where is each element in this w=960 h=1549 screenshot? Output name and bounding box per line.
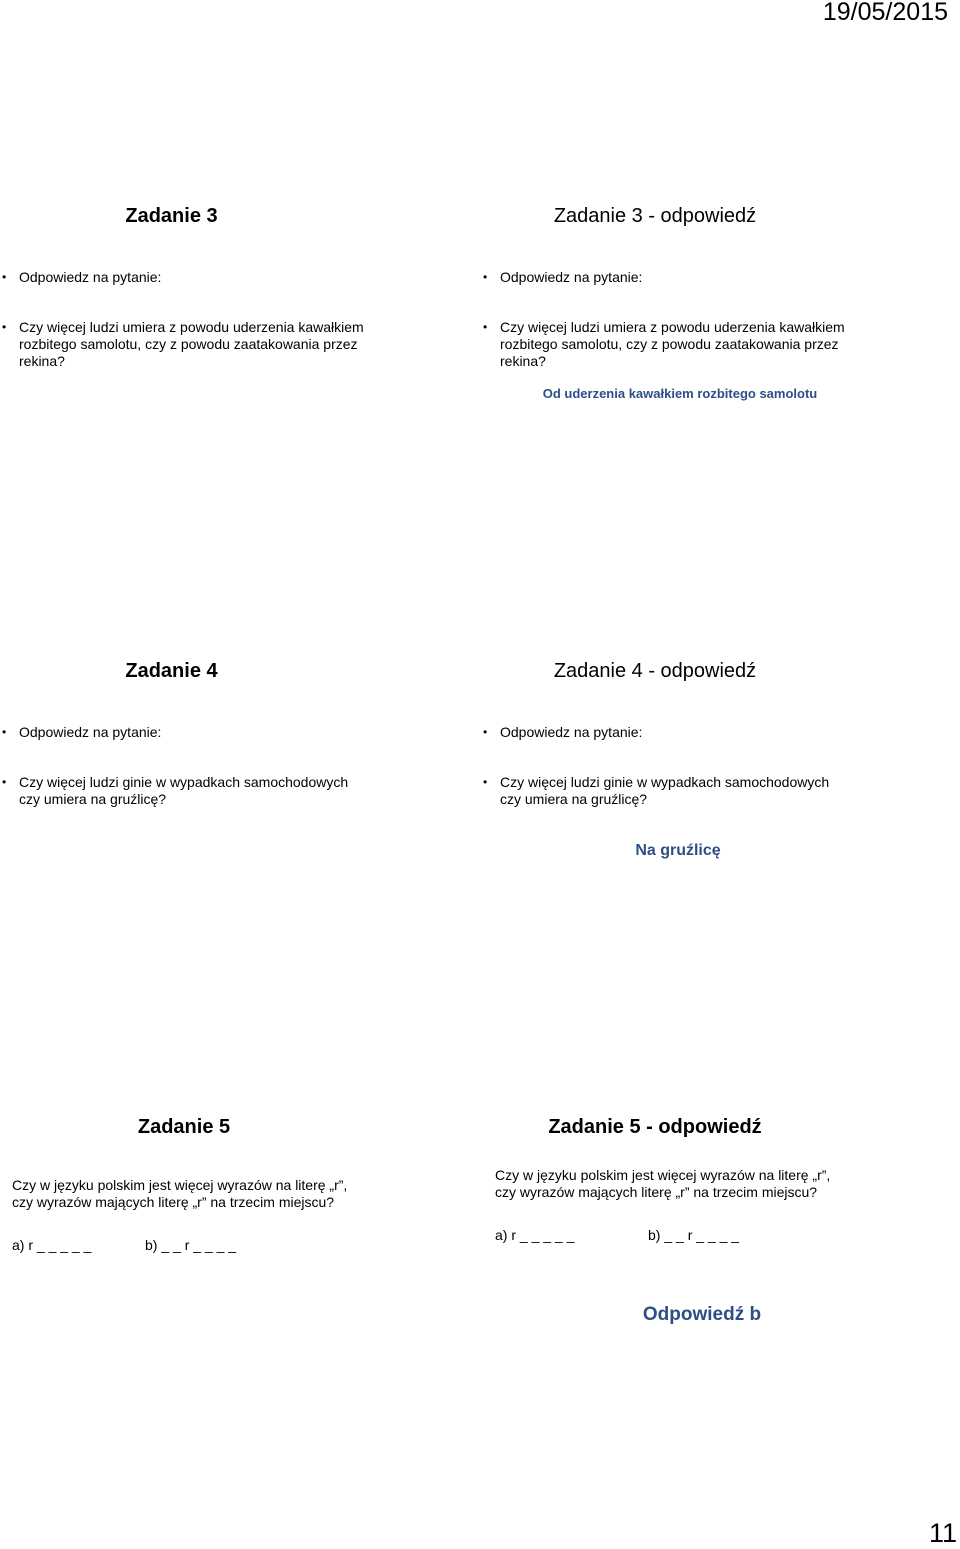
header-date: 19/05/2015: [822, 0, 948, 26]
answer-text: Odpowiedź b: [642, 1304, 762, 1325]
slide-title-zadanie-4: Zadanie 4: [125, 660, 218, 682]
bullet-instruction: • Odpowiedz na pytanie:: [500, 724, 845, 741]
slide-title-zadanie-5: Zadanie 5: [137, 1116, 231, 1138]
slide-title-zadanie-4-answer: Zadanie 4 - odpowiedź: [553, 660, 757, 682]
bullet-question: • Czy więcej ludzi umiera z powodu uderzenia kawałkiem rozbitego samolotu, czy z powodu zaatakowania przez rekina?: [19, 319, 399, 370]
bullet-question: • Czy więcej ludzi ginie w wypadkach samochodowych czy umiera na gruźlicę?: [500, 774, 845, 808]
answer-text: Od uderzenia kawałkiem rozbitego samolotu: [542, 386, 818, 401]
slide-title-zadanie-5-answer: Zadanie 5 - odpowiedź: [548, 1116, 762, 1138]
answer-text: Na gruźlicę: [635, 842, 721, 859]
bullet-question: • Czy więcej ludzi ginie w wypadkach samochodowych czy umiera na gruźlicę?: [19, 774, 364, 808]
slide-title-zadanie-3: Zadanie 3: [125, 205, 218, 227]
option-a: a) r _ _ _ _ _: [495, 1227, 575, 1243]
bullet-instruction: • Odpowiedz na pytanie:: [500, 269, 845, 286]
bullet-instruction: • Odpowiedz na pytanie:: [19, 269, 399, 286]
option-b: b) _ _ r _ _ _ _: [648, 1227, 740, 1243]
option-a: a) r _ _ _ _ _: [12, 1237, 92, 1253]
option-b: b) _ _ r _ _ _ _: [145, 1237, 237, 1253]
page-number: 11: [928, 1518, 957, 1548]
bullet-question: • Czy więcej ludzi umiera z powodu uderzenia kawałkiem rozbitego samolotu, czy z powodu zaatakowania przez rekina?: [500, 319, 845, 370]
bullet-instruction: • Odpowiedz na pytanie:: [19, 724, 364, 741]
question-text: Czy w języku polskim jest więcej wyrazów na literę „r”, czy wyrazów mających literę „r” na trzecim miejscu?: [12, 1177, 348, 1210]
slide-title-zadanie-3-answer: Zadanie 3 - odpowiedź: [553, 205, 757, 227]
question-text: Czy w języku polskim jest więcej wyrazów na literę „r”, czy wyrazów mających literę „r” na trzecim miejscu?: [495, 1167, 831, 1200]
